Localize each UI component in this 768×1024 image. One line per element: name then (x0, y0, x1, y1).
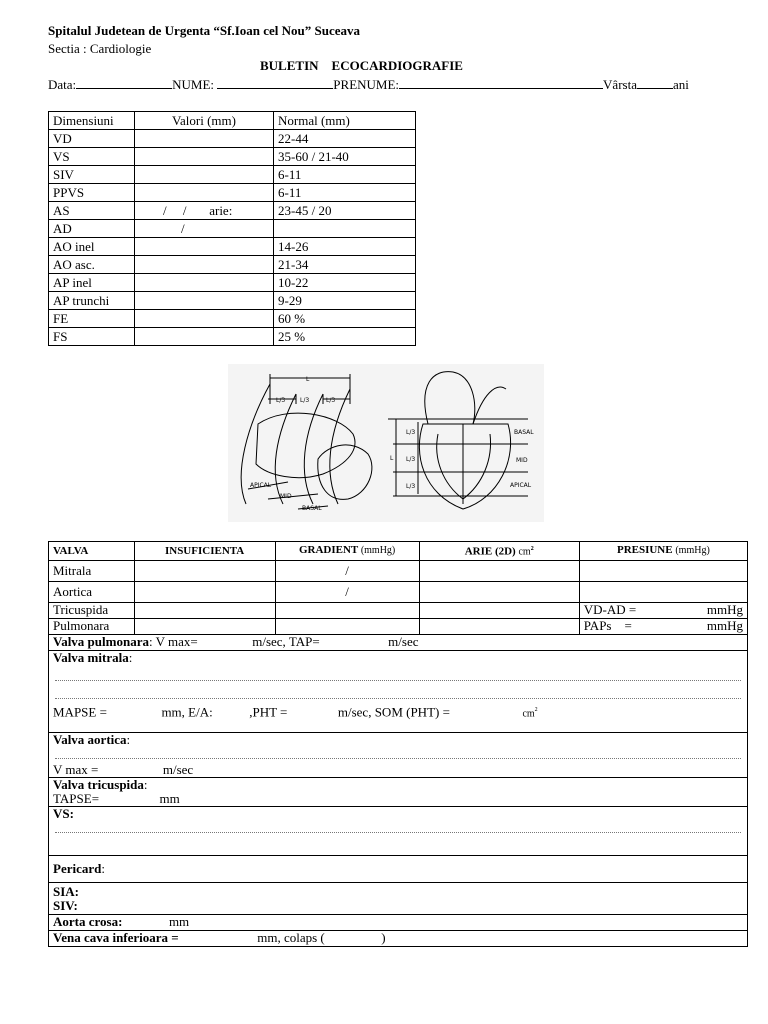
gradient-field[interactable]: / (275, 581, 419, 602)
pressure-label: VD-AD = (583, 602, 637, 618)
section-title: Valva mitrala (53, 649, 129, 665)
section-colon: : (126, 731, 131, 747)
diagram-label-third: L/3 (406, 429, 416, 436)
mapse-label: MAPSE = (53, 703, 107, 719)
area-unit: cm (518, 546, 531, 558)
dim-value-field[interactable]: / / arie: (135, 202, 274, 220)
insufficiency-field[interactable] (134, 618, 275, 634)
table-row (49, 274, 416, 292)
surname-field[interactable] (399, 76, 603, 89)
pericardium-section (49, 855, 748, 882)
dim-value-field[interactable] (135, 256, 274, 274)
vmax-label: V max = (53, 761, 99, 777)
valve-name: Mitrala (49, 560, 135, 581)
section-colon: : (128, 649, 133, 665)
area-field[interactable] (419, 602, 579, 618)
dim-name: SIV (49, 166, 135, 184)
vs-section (49, 806, 748, 855)
dim-value-field[interactable] (135, 274, 274, 292)
gradient-unit: (mmHg) (360, 545, 396, 557)
dim-normal: 6-11 (274, 166, 416, 184)
surname-label: PRENUME: (333, 77, 400, 92)
valves-header-row (49, 542, 748, 561)
section-title: Valva aortica (53, 731, 127, 747)
dim-name: AS (49, 202, 135, 220)
dim-value-field[interactable] (135, 328, 274, 346)
col-header: Normal (mm) (274, 112, 416, 130)
dim-value-field[interactable] (135, 310, 274, 328)
section-colon: : (101, 860, 105, 876)
section-title: VS: (53, 805, 74, 821)
pressure-label: PAPs = (583, 618, 632, 634)
sia-label: SIA: (53, 883, 80, 899)
diagram-label-basal: BASAL (514, 429, 534, 436)
area-2d: (2D) (494, 545, 516, 558)
collapse-label: mm, colaps ( (257, 930, 325, 946)
aortic-arch-section (49, 914, 748, 930)
dimensions-header-row (49, 112, 416, 130)
table-row (49, 310, 416, 328)
dim-normal: 23-45 / 20 (274, 202, 416, 220)
section-title: Vena cava inferioara = (53, 930, 179, 946)
valve-name: Aortica (49, 581, 135, 602)
dim-name: VD (49, 130, 135, 148)
som-label: m/sec, SOM (PHT) = (337, 703, 450, 719)
dim-normal: 60 % (274, 310, 416, 328)
section-title: Pericard (53, 860, 102, 876)
insufficiency-field[interactable] (134, 560, 275, 581)
dim-name: AP inel (49, 274, 135, 292)
dim-value-field[interactable] (135, 292, 274, 310)
table-row (49, 130, 416, 148)
insufficiency-field[interactable] (134, 602, 275, 618)
dim-value-field[interactable] (135, 184, 274, 202)
table-row (49, 602, 748, 618)
vmax-unit: m/sec (162, 761, 194, 777)
col-header: Valori (mm) (135, 112, 274, 130)
aortic-arch-unit: mm (168, 914, 190, 930)
table-row (49, 560, 748, 581)
dim-name: AP trunchi (49, 292, 135, 310)
area-field[interactable] (419, 560, 579, 581)
valve-name: Tricuspida (49, 602, 135, 618)
diagram-label-third: L/3 (276, 397, 286, 404)
pressure-unit: mmHg (706, 602, 743, 618)
dim-name: AO inel (49, 238, 135, 256)
table-row (49, 256, 416, 274)
pressure-field[interactable] (579, 618, 747, 634)
col-header: INSUFICIENTA (134, 542, 275, 561)
insufficiency-field[interactable] (134, 581, 275, 602)
dim-normal: 35-60 / 21-40 (274, 148, 416, 166)
diagram-label-mid: MID (280, 493, 292, 500)
dim-normal: 25 % (274, 328, 416, 346)
heart-diagram (228, 364, 544, 522)
dimensions-table (48, 111, 416, 346)
collapse-close: ) (381, 930, 386, 946)
vena-cava-section (49, 930, 748, 946)
dim-name: FE (49, 310, 135, 328)
som-unit: cm (522, 707, 535, 719)
pht-label: ,PHT = (249, 703, 288, 719)
section-name: Sectia : Cardiologie (48, 41, 152, 56)
table-row (49, 581, 748, 602)
name-field[interactable] (217, 76, 333, 89)
siv-label: SIV: (53, 897, 78, 913)
dim-value-field[interactable] (135, 148, 274, 166)
col-header: Dimensiuni (49, 112, 135, 130)
gradient-field[interactable] (275, 602, 419, 618)
table-row (49, 618, 748, 634)
mitral-section: Valva mitrala: MAPSE = mm, E/A: ,PHT = m/sec, SOM $(PHT) = cm^2$ (49, 650, 748, 732)
dim-normal: 21-34 (274, 256, 416, 274)
pressure-field[interactable] (579, 560, 747, 581)
dim-value-field[interactable] (135, 238, 274, 256)
dim-name: PPVS (49, 184, 135, 202)
gradient-label: GRADIENT (298, 544, 359, 557)
dim-normal: 9-29 (274, 292, 416, 310)
ea-label: mm, E/A: (161, 703, 213, 719)
notes-line[interactable] (55, 697, 741, 699)
table-row (49, 166, 416, 184)
dim-value-field[interactable]: / (135, 220, 274, 238)
diagram-label-third: L/3 (326, 397, 336, 404)
years-label: ani (672, 77, 689, 92)
col-header (579, 542, 747, 561)
tricuspid-section (49, 777, 748, 806)
col-header (275, 542, 419, 561)
area-label: ARIE (464, 545, 493, 558)
table-row (49, 148, 416, 166)
valves-table (48, 541, 748, 947)
dim-normal: 22-44 (274, 130, 416, 148)
table-row (49, 238, 416, 256)
dim-value-field[interactable] (135, 166, 274, 184)
valve-name: Pulmonara (49, 618, 135, 634)
diagram-label-third: L/3 (406, 483, 416, 490)
dim-value-field[interactable] (135, 130, 274, 148)
dim-name: AD (49, 220, 135, 238)
table-row (49, 292, 416, 310)
pressure-field[interactable] (579, 602, 747, 618)
section-colon: : (143, 776, 148, 792)
patient-info-line (48, 76, 738, 92)
diagram-label-basal: BASAL (302, 505, 322, 512)
date-field[interactable] (76, 76, 172, 89)
gradient-field[interactable]: / (275, 560, 419, 581)
tapse-unit: mm (159, 790, 180, 806)
diagram-label-apical: APICAL (250, 482, 272, 489)
area-field[interactable] (419, 618, 579, 634)
table-row (49, 184, 416, 202)
age-field[interactable] (637, 76, 673, 89)
pressure-unit: (mmHg) (675, 545, 710, 557)
age-label: Vârsta (603, 77, 637, 92)
aortic-section (49, 732, 748, 777)
tap-label: m/sec, TAP= (252, 634, 320, 650)
dim-name: FS (49, 328, 135, 346)
name-label: NUME: (172, 77, 215, 92)
dim-normal (274, 220, 416, 238)
tapse-label: TAPSE= (53, 790, 100, 806)
col-header: ARIE (2D) $cm^2$ (419, 542, 579, 561)
document-title: BULETIN ECOCARDIOGRAFIE (260, 58, 463, 73)
diagram-label-l: L (390, 455, 394, 462)
area-field[interactable] (419, 581, 579, 602)
col-header: VALVA (49, 542, 135, 561)
tap-unit: m/sec (388, 634, 419, 650)
gradient-field[interactable] (275, 618, 419, 634)
pressure-label: PRESIUNE (616, 544, 673, 557)
pressure-unit: mmHg (706, 618, 743, 634)
section-title: Aorta crosa: (53, 914, 123, 930)
notes-line[interactable] (55, 757, 741, 759)
table-row (49, 202, 416, 220)
dim-name: VS (49, 148, 135, 166)
diagram-label-third: L/3 (300, 397, 310, 404)
table-row (49, 328, 416, 346)
pulmonary-section (49, 634, 748, 650)
dim-normal: 10-22 (274, 274, 416, 292)
table-row (49, 220, 416, 238)
diagram-label-third: L/3 (406, 456, 416, 463)
diagram-label-apical: APICAL (510, 482, 532, 489)
section-title: Valva pulmonara (53, 634, 149, 650)
vmax-label: V max= (155, 634, 198, 650)
hospital-name: Spitalul Judetean de Urgenta “Sf.Ioan cel Nou” Suceava (48, 23, 361, 38)
dim-normal: 6-11 (274, 184, 416, 202)
dim-normal: 14-26 (274, 238, 416, 256)
dim-name: AO asc. (49, 256, 135, 274)
section-title: Valva tricuspida (53, 776, 144, 792)
diagram-label-mid: MID (516, 457, 528, 464)
pressure-field[interactable] (579, 581, 747, 602)
diagram-label-l: L (306, 376, 310, 383)
septum-section (49, 882, 748, 914)
date-label: Data: (48, 77, 77, 92)
section-colon: : (148, 634, 153, 650)
